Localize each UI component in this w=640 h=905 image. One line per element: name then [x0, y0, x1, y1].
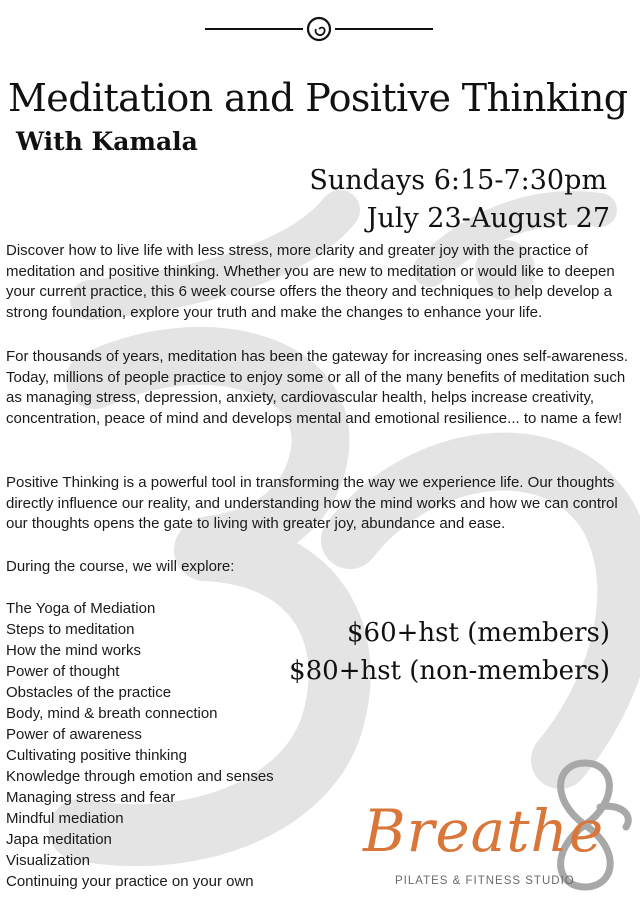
- list-item: Continuing your practice on your own: [6, 873, 254, 890]
- list-item: Knowledge through emotion and senses: [6, 768, 274, 785]
- logo-wordmark: Breathe: [363, 797, 605, 865]
- explore-heading: During the course, we will explore:: [6, 558, 235, 575]
- list-item: How the mind works: [6, 642, 142, 659]
- list-item: Mindful mediation: [6, 810, 124, 827]
- intro-paragraph: Discover how to live life with less stress, more clarity and greater joy with the practice of meditation and positive thinking. Whether you are new to meditation or would like to deepen your current practice, this 6 week course offers the theory and techniques to help develop a strong foundation, explore your truth and make the changes to enhance your life.: [6, 242, 615, 321]
- page-title: Meditation and Positive Thinking: [8, 76, 628, 120]
- list-item: Managing stress and fear: [6, 789, 176, 806]
- meditation-paragraph: For thousands of years, meditation has been the gateway for increasing ones self-awareness. Today, millions of people practice to enjoy some or all of the many benefits of meditation such as managing stress, depression, anxiety, cardiovascular health, helps increase creativity, concentration, peace of mind and develops mental and emotional resilience... to name a few!: [6, 348, 629, 427]
- schedule-dates: July 23-August 27: [366, 203, 610, 234]
- list-item: Power of awareness: [6, 726, 142, 743]
- price-non-members: $80+hst (non-members): [289, 656, 610, 686]
- list-item: Power of thought: [6, 663, 120, 680]
- list-item: Japa meditation: [6, 831, 112, 848]
- list-item: Visualization: [6, 852, 90, 869]
- list-item: Cultivating positive thinking: [6, 747, 187, 764]
- list-item: Obstacles of the practice: [6, 684, 172, 701]
- positive-thinking-paragraph: Positive Thinking is a powerful tool in transforming the way we experience life. Our thoughts directly influence our reality, and understanding how the mind works and how we can control our thoughts opens the gate to living with greater joy, abundance and ease.: [6, 474, 618, 532]
- breathe-studio-logo: [355, 755, 640, 900]
- list-item: The Yoga of Mediation: [6, 600, 156, 617]
- topic-list: [6, 598, 274, 892]
- list-item: Body, mind & breath connection: [6, 705, 218, 722]
- instructor-subtitle: With Kamala: [16, 127, 198, 156]
- price-members: $60+hst (members): [347, 618, 610, 648]
- list-item: Steps to meditation: [6, 621, 135, 638]
- swirl-divider-ornament-icon: [205, 14, 433, 44]
- logo-tagline: PILATES & FITNESS STUDIO: [395, 875, 575, 887]
- schedule-time: Sundays 6:15-7:30pm: [309, 165, 607, 196]
